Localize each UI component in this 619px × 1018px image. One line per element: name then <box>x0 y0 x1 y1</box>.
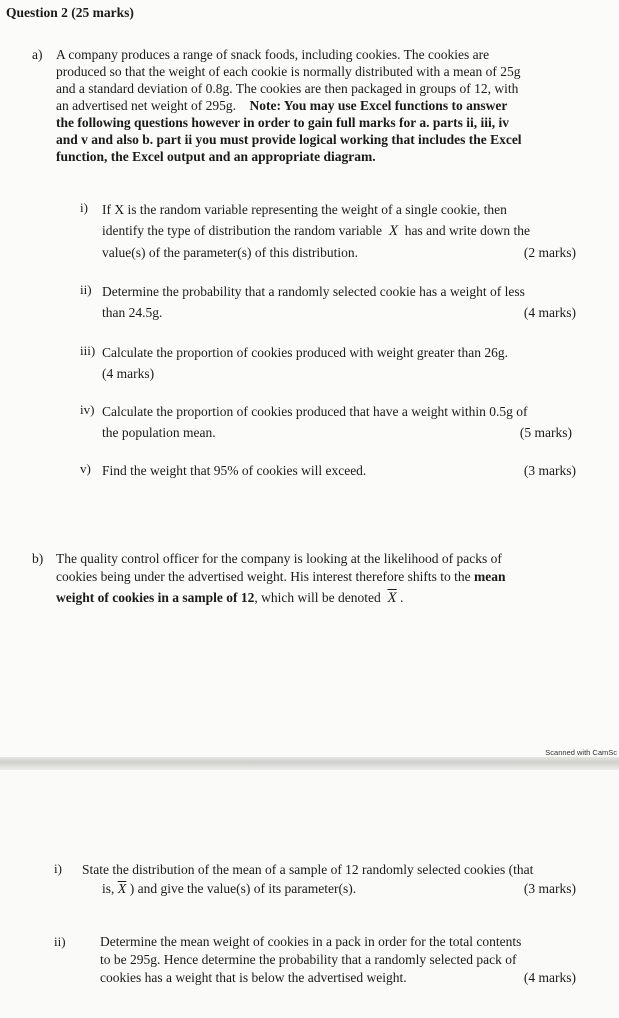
question-a-iii <box>102 342 576 384</box>
question-a-v <box>102 460 576 481</box>
marks: (2 marks) <box>523 245 576 260</box>
note-line: function, the Excel output and an appropriate diagram. <box>56 149 376 164</box>
intro-line: A company produces a range of snack foods, including cookies. The cookies are <box>56 47 490 62</box>
intro-line <box>56 589 576 607</box>
intro-text: , which will be denoted <box>254 590 381 605</box>
question-a-i <box>102 199 576 263</box>
question-text: Find the weight that 95% of cookies will exceed. <box>102 463 367 478</box>
marks: (4 marks) <box>523 305 576 320</box>
question-text: has and write down the <box>404 223 530 238</box>
question-text: identify the type of distribution the random variable <box>102 223 383 238</box>
question-line: State the distribution of the mean of a sample of 12 randomly selected cookies (that <box>82 862 534 877</box>
intro-line: The quality control officer for the company is looking at the likelihood of packs of <box>56 551 502 566</box>
question-b-i <box>82 860 576 899</box>
intro-line <box>56 97 576 114</box>
note-line: and v and also b. part ii you must provide logical working that includes the Excel <box>56 132 522 147</box>
question-line: Determine the probability that a randomly selected cookie has a weight of less <box>102 284 525 299</box>
question-title: Question 2 (25 marks) <box>6 5 134 20</box>
part-b-intro <box>56 550 576 607</box>
question-text: than 24.5g. <box>102 305 163 320</box>
part-a-label: a) <box>32 47 43 62</box>
intro-line: produced so that the weight of each cookie is normally distributed with a mean of 25g <box>56 64 521 79</box>
marks: (3 marks) <box>523 881 576 896</box>
marks: (3 marks) <box>523 463 576 478</box>
marks: (5 marks) <box>519 425 572 440</box>
question-line: Calculate the proportion of cookies produced with weight greater than 26g. <box>102 345 509 360</box>
scan-watermark: Scanned with CamSc <box>545 748 617 757</box>
question-line <box>102 242 576 263</box>
question-a-v-number: v) <box>80 461 91 476</box>
variable-x-bar: $\overline{X}$ <box>117 882 127 897</box>
question-a-iv <box>102 401 576 443</box>
question-line <box>82 879 576 899</box>
question-a-ii <box>102 281 576 323</box>
part-a-intro <box>56 46 576 165</box>
question-text: ) and give the value(s) of its parameter(s). <box>129 881 357 896</box>
question-a-iv-number: iv) <box>80 402 95 417</box>
question-a-iii-number: iii) <box>80 343 96 358</box>
intro-bold: mean <box>474 569 506 584</box>
intro-line <box>56 568 576 586</box>
variable-x-bar: $\overline{X}$ <box>387 590 397 606</box>
part-b-label: b) <box>32 551 44 566</box>
question-line <box>102 422 576 443</box>
question-text: cookies has a weight that is below the advertised weight. <box>100 970 407 985</box>
question-b-i-number: i) <box>54 861 62 876</box>
question-text: is, <box>102 881 115 896</box>
question-line: Determine the mean weight of cookies in a pack in order for the total contents <box>100 934 522 949</box>
intro-bold: weight of cookies in a sample of 12 <box>56 590 255 605</box>
intro-text: . <box>400 590 404 605</box>
intro-line: and a standard deviation of 0.8g. The cookies are then packaged in groups of 12, with <box>56 81 519 96</box>
intro-line-text: an advertised net weight of 295g. <box>56 98 236 113</box>
variable-x: X <box>388 223 398 239</box>
marks: (4 marks) <box>523 970 576 985</box>
question-text: value(s) of the parameter(s) of this distribution. <box>102 245 359 260</box>
question-line <box>100 969 576 987</box>
question-line <box>102 460 576 481</box>
page-divider <box>0 757 619 770</box>
question-line: If X is the random variable representing the weight of a single cookie, then <box>102 202 507 217</box>
question-text: the population mean. <box>102 425 216 440</box>
question-a-i-number: i) <box>80 200 88 215</box>
question-line <box>102 220 576 242</box>
marks: (4 marks) <box>102 366 155 381</box>
question-a-ii-number: ii) <box>80 282 92 297</box>
intro-text: cookies being under the advertised weight. His interest therefore shifts to the <box>56 569 471 584</box>
question-b-ii-number: ii) <box>54 934 66 949</box>
note-start: Note: You may use Excel functions to answer <box>249 98 508 113</box>
note-line: the following questions however in order to gain full marks for a. parts ii, iii, iv <box>56 115 510 130</box>
question-b-ii <box>100 933 576 987</box>
question-line: to be 295g. Hence determine the probability that a randomly selected pack of <box>100 952 517 967</box>
question-line: Calculate the proportion of cookies produced that have a weight within 0.5g of <box>102 404 528 419</box>
question-line <box>102 302 576 323</box>
